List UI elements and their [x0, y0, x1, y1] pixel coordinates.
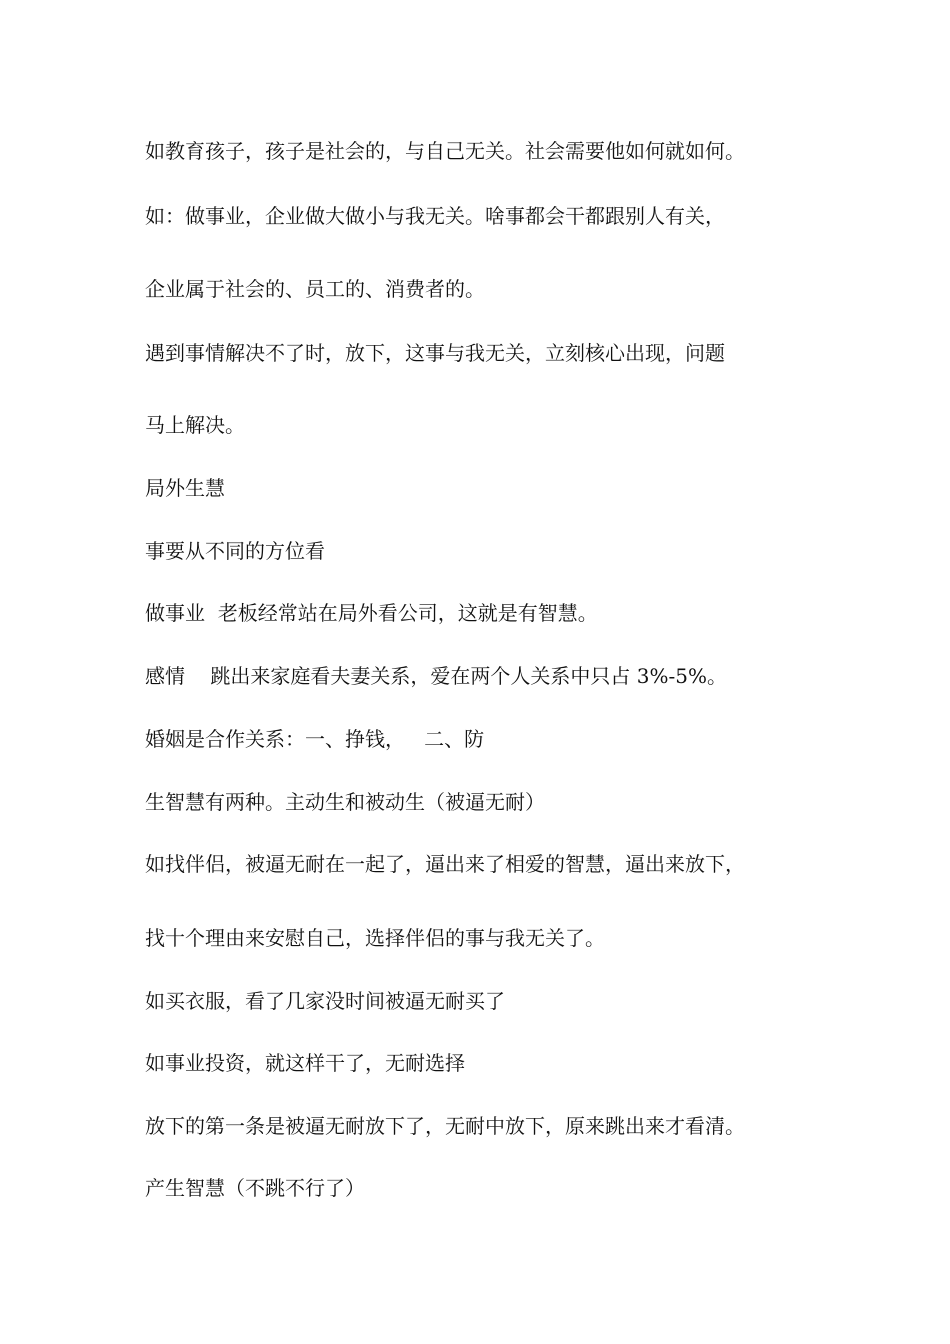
text-line: 如买衣服，看了几家没时间被逼无耐买了 [145, 989, 505, 1013]
text-line: 如找伴侣，被逼无耐在一起了，逼出来了相爱的智慧，逼出来放下， [145, 852, 745, 876]
text-line: 找十个理由来安慰自己，选择伴侣的事与我无关了。 [145, 926, 605, 950]
text-line: 放下的第一条是被逼无耐放下了，无耐中放下，原来跳出来才看清。 [145, 1114, 745, 1138]
text-line: 如教育孩子，孩子是社会的，与自己无关。社会需要他如何就如何。 [145, 139, 745, 163]
text-line: 遇到事情解决不了时，放下，这事与我无关，立刻核心出现，问题 [145, 341, 725, 365]
text-line: 事要从不同的方位看 [145, 539, 325, 563]
text-line: 如事业投资，就这样干了，无耐选择 [145, 1051, 465, 1075]
text-line: 企业属于社会的、员工的、消费者的。 [145, 277, 485, 301]
text-line: 婚姻是合作关系：一、挣钱， 二、防 [145, 727, 485, 751]
text-line: 如：做事业，企业做大做小与我无关。啥事都会干都跟别人有关， [145, 204, 725, 228]
text-line: 马上解决。 [145, 413, 245, 437]
text-line: 感情 跳出来家庭看夫妻关系，爱在两个人关系中只占 3%-5%。 [145, 664, 728, 688]
text-line: 做事业 老板经常站在局外看公司，这就是有智慧。 [145, 601, 598, 625]
section-heading: 局外生慧 [145, 476, 225, 500]
text-line: 生智慧有两种。主动生和被动生（被逼无耐） [145, 790, 545, 814]
text-line: 产生智慧（不跳不行了） [145, 1176, 365, 1200]
